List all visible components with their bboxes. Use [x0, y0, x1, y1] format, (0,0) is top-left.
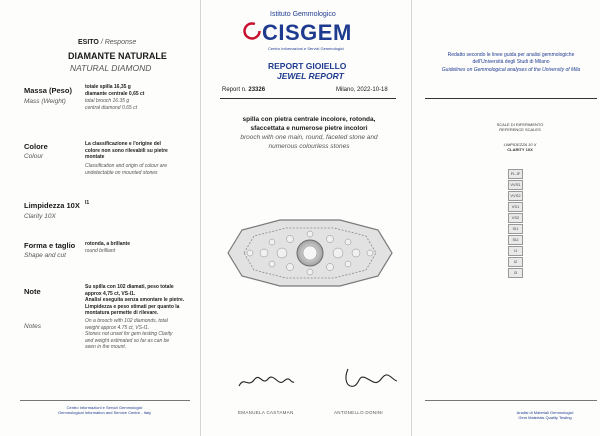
colour-value: La classificazione e l'origine del colore non sono rilevabili su pietre montate — [85, 141, 168, 160]
brooch-photo — [220, 212, 400, 299]
signature-1-icon — [236, 374, 296, 395]
clarity-scale-heading — [470, 142, 570, 152]
esito-label: ESITO — [78, 39, 99, 46]
place-date: Milano, 2022-10-18 — [336, 87, 388, 93]
clarity-grade-vvs2: VVS2 — [508, 191, 523, 201]
report-number — [222, 87, 265, 93]
report-title-en: JEWEL REPORT — [277, 71, 344, 81]
result-title-en: NATURAL DIAMOND — [70, 63, 152, 73]
right-footer: Analisi di Materiali Gemmologici Gem Materials Quality Testing — [516, 410, 574, 420]
signer-2-name: ANTONELLO DONINI — [334, 410, 383, 415]
report-number-value: 23326 — [248, 87, 266, 93]
left-footer-rule — [20, 400, 190, 401]
reference-scales-heading — [470, 122, 570, 132]
clarity-grade-vs1: VS1 — [508, 202, 523, 212]
shape-value-en: round brilliant — [85, 248, 116, 254]
colour-label-en: Colour — [24, 153, 44, 160]
signature-2-icon — [340, 366, 400, 397]
clarity-grade-si2: SI2 — [508, 235, 523, 245]
clarity-scale-en: CLARITY 10X — [507, 147, 533, 152]
report-rule — [220, 98, 396, 99]
clarity-grade-i1: I1 — [508, 246, 523, 256]
shape-label-en: Shape and cut — [24, 252, 66, 259]
clarity-grade-vs2: VS2 — [508, 213, 523, 223]
description-en: brooch with one main, round, faceted stone and numerous colourless stones — [240, 134, 378, 150]
report-title-it: REPORT GIOIELLO — [268, 61, 347, 71]
mass-label: Massa (Peso) — [24, 86, 72, 95]
guidelines-it: Redatto secondo le linee guida per analisi gemmologiche dell'Università degli Studi di Milano — [447, 52, 575, 65]
response-label: / Response — [100, 39, 137, 46]
colour-value-en: Classification and origin of colour are undetectable on mounted stones — [85, 163, 167, 176]
note-label-en: Notes — [24, 323, 41, 330]
note-label: Note — [24, 287, 41, 296]
clarity-grade-si1: SI1 — [508, 224, 523, 234]
clarity-value: I1 — [85, 200, 90, 206]
scale-label-it: SCALE DI RIFERIMENTO — [496, 122, 544, 127]
clarity-label-en: Clarity 10X — [24, 213, 56, 220]
clarity-grade-vvs1: VVS1 — [508, 180, 523, 190]
brand-name: CISGEM — [262, 20, 352, 45]
clarity-label: Limpidezza 10X — [24, 201, 80, 210]
guidelines-en: Guidelines on Gemmological analyses of the University of Mila — [441, 67, 581, 73]
report-number-label: Report n. — [222, 87, 247, 93]
mass-label-en: Mass (Weight) — [24, 98, 66, 105]
signer-1-name: EMANUELA CASTAMAN — [238, 410, 294, 415]
shape-value: rotonda, a brillante — [85, 241, 131, 247]
institute-label: Istituto Gemmologico — [270, 11, 336, 18]
fold-line-2 — [411, 0, 412, 436]
fold-line-1 — [200, 0, 201, 436]
clarity-grade-i3: I3 — [508, 268, 523, 278]
clarity-grade-i2: I2 — [508, 257, 523, 267]
left-footer: Centro Informazioni e Servizi Gemmologici Gemmological Information and Service Centre - Italy — [58, 405, 151, 415]
note-value: Su spilla con 102 diamati, peso totale approx 4,75 ct, VS-I1. Analisi eseguita senza smontare le pietre. Limpidezza e peso stimati per quanto la montatura permette di rilevare. — [85, 284, 185, 316]
clarity-scale-it: LIMPIDEZZA 10 X — [503, 142, 537, 147]
mass-value-en: total brooch 16.35 g central diamond 0.65 ct — [85, 98, 137, 111]
description-it: spilla con pietra centrale incolore, rotonda, sfaccettata e numerose pietre incolori — [242, 116, 376, 132]
result-title-it: DIAMANTE NATURALE — [68, 51, 167, 61]
right-footer-rule — [425, 400, 597, 401]
note-value-en: On a brooch with 102 diamonds, total weight approx 4.75 ct, VS-I1. Stones not unset for gem testing Clarity and weight estimated so far as can be seen in the mount. — [85, 318, 173, 350]
clarity-grade-fl-if: FL-IF — [508, 169, 523, 179]
result-heading — [78, 39, 136, 46]
colour-label: Colore — [24, 142, 48, 151]
shape-label: Forma e taglio — [24, 241, 76, 250]
brand-subtitle: Centro Informazioni e Servizi Gemmologici — [268, 46, 344, 51]
mass-value: totale spilla 16,35 g diamante centrale 0,65 ct — [85, 84, 145, 97]
cisgem-logo-icon — [243, 20, 261, 47]
scale-label-en: REFERENCE SCALES — [499, 127, 541, 132]
right-top-rule — [425, 98, 597, 99]
